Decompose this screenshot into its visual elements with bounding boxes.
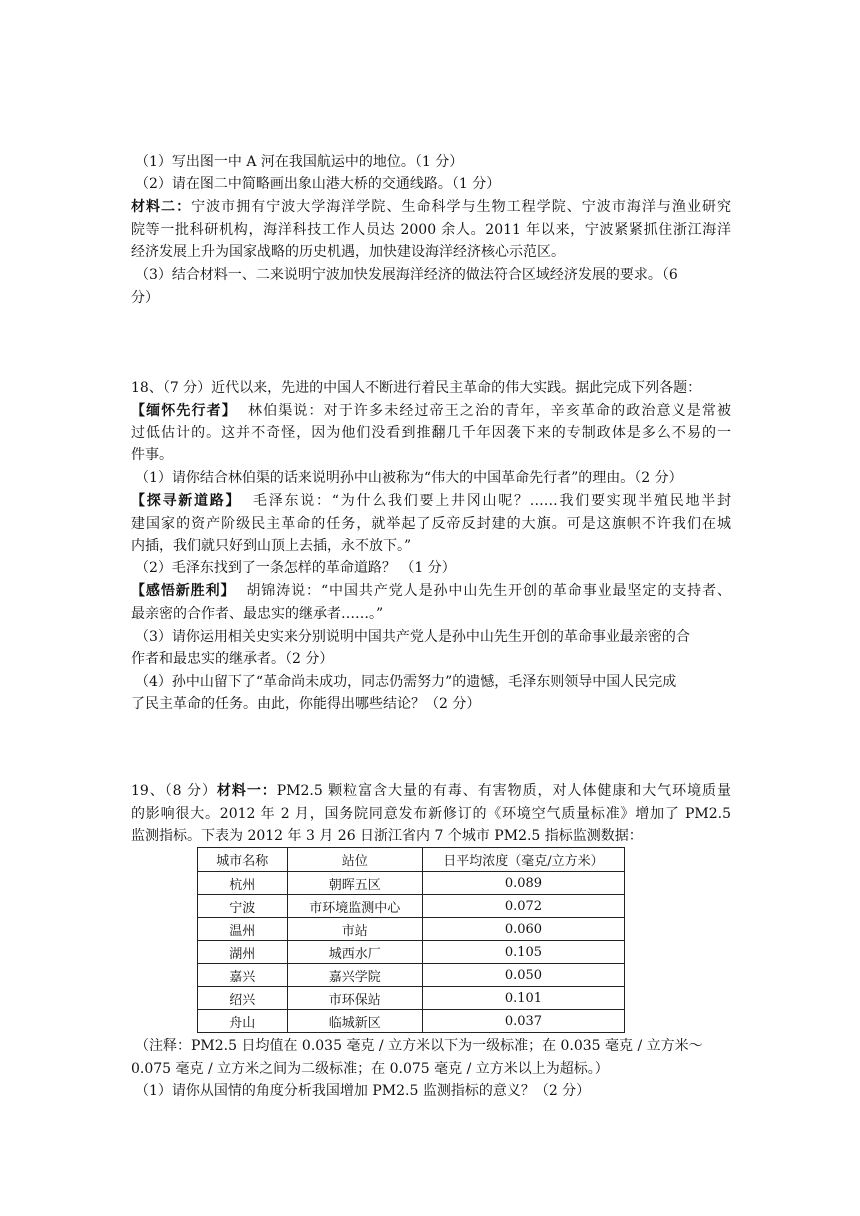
cell-city: 绍兴 [198, 987, 288, 1010]
cell-station: 市环保站 [287, 987, 422, 1010]
q18-section1-text: 林伯渠说：对于许多未经过帝王之治的青年，辛亥革命的政治意义是常被 [246, 403, 732, 419]
q18-section3-text: 胡锦涛说：“中国共产党人是孙中山先生开创的革命事业最坚定的支持者、 [245, 583, 732, 599]
q18-section1-line3: 件事。 [131, 447, 173, 463]
q17-material2-label: 材料二： [131, 199, 192, 215]
cell-value: 0.089 [422, 872, 624, 895]
cell-city: 温州 [198, 918, 288, 941]
q19-note-line2: 0.075 毫克 / 立方米之间为二级标准；在 0.075 毫克 / 立方米以上为超标。） [131, 1061, 609, 1077]
pm25-table [197, 847, 625, 1033]
q19-line3: 监测指标。下表为 2012 年 3 月 26 日浙江省内 7 个城市 PM2.5 指标监测数据： [131, 828, 643, 844]
q18-section1-line1 [131, 400, 731, 422]
q18-section2-line1 [131, 490, 731, 512]
cell-station: 临城新区 [287, 1010, 422, 1033]
q18-sub3-line2: 作者和最忠实的继承者。（2 分） [131, 651, 334, 667]
header-city: 城市名称 [198, 848, 288, 872]
table-row [198, 872, 625, 895]
q19-sub1: （1）请你从国情的角度分析我国增加 PM2.5 监测指标的意义？（2 分） [135, 1083, 591, 1099]
q19-material1-label: 材料一： [216, 783, 277, 799]
q19-line1: PM2.5 颗粒富含大量的有毒、有害物质，对人体健康和大气环境质量 [276, 783, 732, 799]
q18-section1-label: 【缅怀先行者】 [131, 403, 237, 419]
q17-material2-text: 宁波市拥有宁波大学海洋学院、生命科学与生物工程学院、宁波市海洋与渔业研究 [191, 199, 732, 215]
q17-sub1: （1）写出图一中 A 河在我国航运中的地位。（1 分） [135, 154, 464, 170]
q17-sub3-line1: （3）结合材料一、二来说明宁波加快发展海洋经济的做法符合区域经济发展的要求。（6 [135, 267, 678, 283]
q19-line2: 的影响很大。2012 年 2 月，国务院同意发布新修订的《环境空气质量标准》增加了 PM2.5 [131, 806, 731, 822]
cell-station: 市站 [287, 918, 422, 941]
q19-note-line1: （注释：PM2.5 日均值在 0.035 毫克 / 立方米以下为一级标准；在 0.035 毫克 / 立方米～ [135, 1038, 703, 1054]
q18-section3-line1 [131, 580, 731, 602]
q18-header: 18、（7 分）近代以来，先进的中国人不断进行着民主革命的伟大实践。据此完成下列各题： [131, 380, 702, 396]
table-row [198, 895, 625, 918]
table-row [198, 941, 625, 964]
q18-section2-line2: 建国家的资产阶级民主革命的任务，就举起了反帝反封建的大旗。可是这旗帜不许我们在城 [131, 516, 731, 532]
cell-station: 市环境监测中心 [287, 895, 422, 918]
table-row [198, 987, 625, 1010]
q18-sub1: （1）请你结合林伯渠的话来说明孙中山被称为“伟大的中国革命先行者”的理由。（2 分） [135, 470, 683, 486]
q17-sub3-line2: 分） [131, 290, 159, 306]
q17-sub2: （2）请在图二中简略画出象山港大桥的交通线路。（1 分） [135, 176, 501, 192]
cell-station: 城西水厂 [287, 941, 422, 964]
cell-value: 0.072 [422, 895, 624, 918]
cell-city: 嘉兴 [198, 964, 288, 987]
cell-station: 朝晖五区 [287, 872, 422, 895]
cell-value: 0.101 [422, 987, 624, 1010]
cell-city: 宁波 [198, 895, 288, 918]
pm25-table-header-row [198, 848, 625, 872]
cell-value: 0.037 [422, 1010, 624, 1033]
cell-city: 湖州 [198, 941, 288, 964]
q19-header-line [131, 780, 731, 802]
q19-header-prefix: 19、（8 分） [131, 783, 217, 799]
cell-value: 0.050 [422, 964, 624, 987]
q18-section1-line2: 过低估计的。这并不奇怪，因为他们没看到推翻几千年因袭下来的专制政体是多么不易的一 [131, 425, 731, 441]
q18-section2-line3: 内插，我们就只好到山顶上去插，永不放下。” [131, 538, 412, 554]
q18-section3-line2: 最亲密的合作者、最忠实的继承者……。” [131, 606, 384, 622]
header-concentration: 日平均浓度（毫克/立方米） [422, 848, 624, 872]
table-row [198, 1010, 625, 1033]
cell-value: 0.105 [422, 941, 624, 964]
q17-material2-line2: 院等一批科研机构，海洋科技工作人员达 2000 余人。2011 年以来，宁波紧紧抓住浙江海洋 [131, 222, 731, 238]
q18-section2-text: 毛泽东说：“为什么我们要上井冈山呢？……我们要实现半殖民地半封 [251, 493, 732, 509]
q18-sub2: （2）毛泽东找到了一条怎样的革命道路？ （1 分） [135, 560, 456, 576]
table-row [198, 964, 625, 987]
q18-section2-label: 【探寻新道路】 [131, 493, 242, 509]
cell-city: 杭州 [198, 872, 288, 895]
header-station: 站位 [287, 848, 422, 872]
q18-section3-label: 【感悟新胜利】 [131, 583, 236, 599]
table-row [198, 918, 625, 941]
cell-city: 舟山 [198, 1010, 288, 1033]
cell-value: 0.060 [422, 918, 624, 941]
q17-material2-line3: 经济发展上升为国家战略的历史机遇，加快建设海洋经济核心示范区。 [131, 244, 565, 260]
cell-station: 嘉兴学院 [287, 964, 422, 987]
q18-sub4-line1: （4）孙中山留下了“革命尚未成功，同志仍需努力”的遗憾，毛泽东则领导中国人民完成 [135, 674, 677, 690]
q17-material2-line1 [131, 196, 731, 218]
q18-sub3-line1: （3）请你运用相关史实来分别说明中国共产党人是孙中山先生开创的革命事业最亲密的合 [135, 629, 690, 645]
q18-sub4-line2: 了民主革命的任务。由此，你能得出哪些结论？（2 分） [131, 696, 481, 712]
